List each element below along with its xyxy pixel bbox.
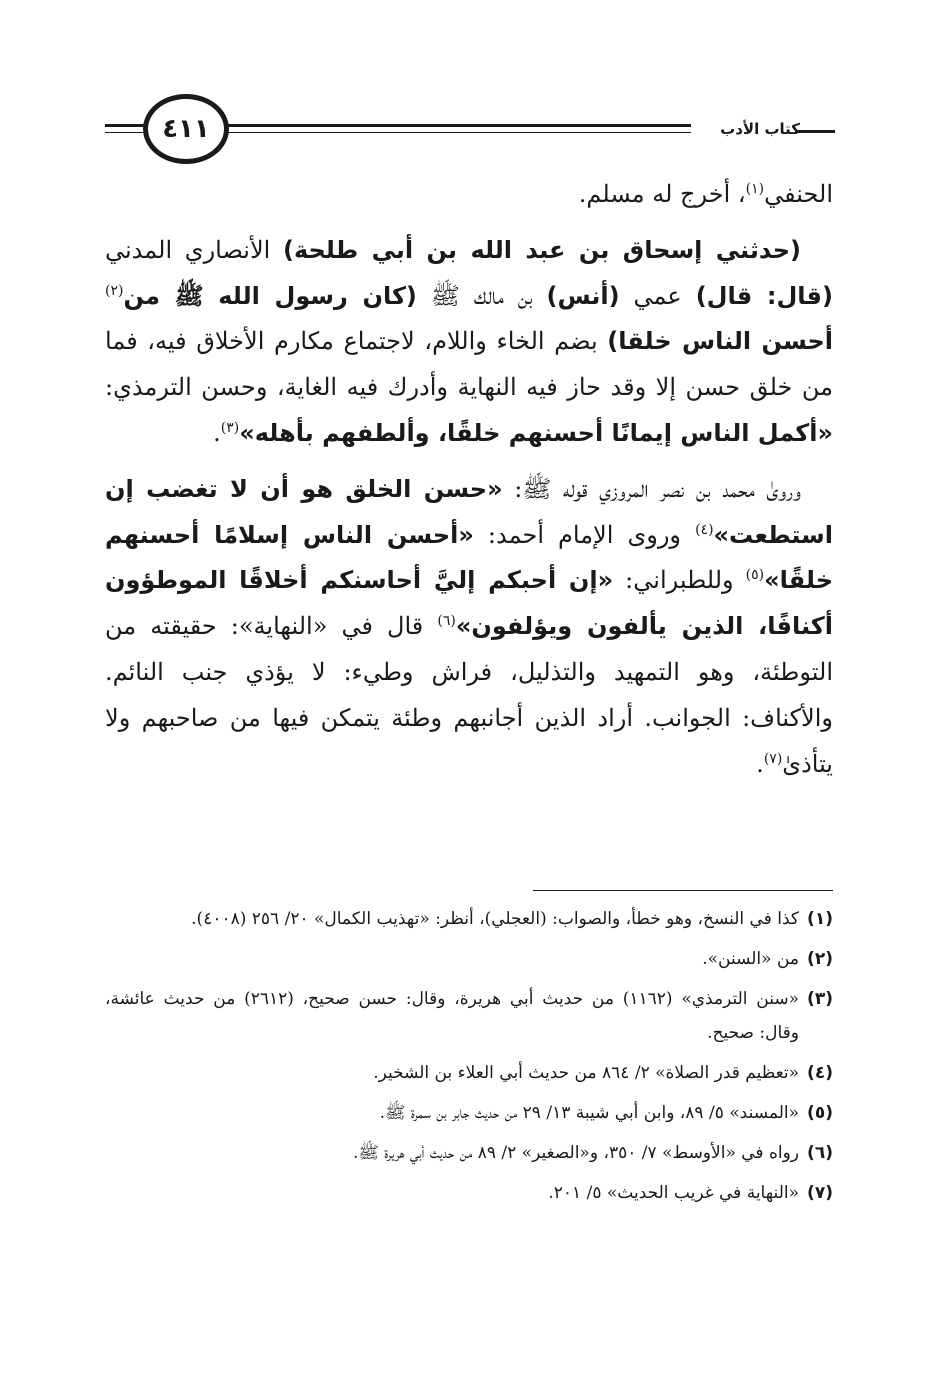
footnote-6: [105, 1136, 833, 1170]
footnote-number: (٧): [807, 1183, 833, 1203]
matn-bold: (كان رسول الله ﷺ من: [123, 281, 417, 310]
footnote-3: [105, 982, 833, 1050]
footnote-number: (٥): [807, 1103, 833, 1123]
matn-bold: أحسن الناس خلقا): [607, 327, 834, 356]
footnote-ref[interactable]: (٣): [220, 419, 240, 436]
footnote-text: «سنن الترمذي» (١١٦٢) من حديث أبي هريرة، وقال: حسن صحيح، (٢٦١٢) من حديث عائشة، وقال: صحيح.: [105, 989, 799, 1043]
hadith-quote: «حسن الخلق هو أن لا تغضب إن استطعت»: [105, 474, 834, 549]
footnotes: [105, 902, 833, 1216]
footnote-text: «المسند» ٥/ ٨٩، وابن أبي شيبة ١٣/ ٢٩ من حديث جابر بن سمرة ﷺ.: [379, 1103, 799, 1123]
paragraph-2: [105, 228, 833, 457]
text-span: ، أخرج له مسلم.: [578, 180, 746, 208]
text-span: الحنفي: [764, 180, 833, 208]
footnote-ref[interactable]: (٥): [745, 567, 765, 584]
footnote-number: (٢): [807, 949, 833, 969]
footnote-1: [105, 902, 833, 936]
book-title: كتاب الأدب: [720, 120, 800, 138]
hadith-quote: «أكمل الناس إيمانًا أحسنهم خلقًا، وألطفهم بأهله»: [239, 418, 833, 447]
text-span: .: [756, 749, 764, 778]
page-number: ٤١١: [143, 94, 229, 164]
footnote-5: [105, 1096, 833, 1130]
matn-bold: (حدثني إسحاق بن عبد الله بن أبي طلحة): [282, 235, 801, 264]
matn-bold: (قال: قال): [695, 281, 833, 310]
footnote-ref[interactable]: (١): [745, 181, 765, 197]
footnote-text: كذا في النسخ، وهو خطأ، والصواب: (العجلي)، أنظر: «تهذيب الكمال» ٢٠/ ٢٥٦ (٤٠٠٨).: [191, 909, 799, 929]
header-rule-right-thin: [217, 132, 691, 133]
footnote-4: [105, 1056, 833, 1090]
hadith-quote: «أحسن الناس إسلامًا أحسنهم خلقًا»: [105, 520, 833, 595]
hadith-quote: «إن أحبكم إليَّ أحاسنكم أخلاقًا الموطؤون أكنافًا، الذين يألفون ويؤلفون»: [105, 566, 833, 641]
text-span: الأنصاري المدني: [105, 235, 283, 264]
paragraph-3: [105, 467, 833, 788]
text-span: وللطبراني:: [613, 566, 746, 595]
footnote-7: [105, 1176, 833, 1210]
footnote-number: (٣): [807, 989, 833, 1009]
footnote-ref[interactable]: (٧): [763, 750, 783, 767]
footnote-text: من «السنن».: [702, 949, 799, 969]
text-span: .: [213, 418, 221, 447]
footnote-ref[interactable]: (٢): [105, 282, 124, 299]
footnote-text: رواه في «الأوسط» ٧/ ٣٥٠، و«الصغير» ٢/ ٨٩ من حديث أبي هريرة ﷺ.: [352, 1143, 799, 1163]
footnote-number: (٤): [807, 1063, 833, 1083]
paragraph-1: [105, 172, 833, 218]
text-span: وروى الإمام أحمد:: [473, 520, 696, 549]
footnote-ref[interactable]: (٤): [695, 521, 714, 538]
footnote-separator: [533, 890, 833, 891]
text-span: وروىٰ محمد بن نصر المروزي قوله ﷺ:: [502, 474, 801, 503]
text-span: قال في «النهاية»: حقيقته من التوطئة، وهو التمهيد والتذليل، فراش وطيء: لا يؤذي جنب النائم. والأكناف: الجوانب. أراد الذين أجانبهم وطئة يتمكن فيها من صاحبهم ولا يتأذىٰ: [105, 612, 833, 778]
text-span: عمي: [619, 281, 696, 310]
footnote-number: (٦): [807, 1143, 833, 1163]
footnote-text: «النهاية في غريب الحديث» ٥/ ٢٠١.: [548, 1183, 799, 1203]
header-rule-left-thin: [105, 132, 145, 133]
footnote-2: [105, 942, 833, 976]
matn-bold: (أنس): [546, 281, 620, 310]
running-header: [105, 86, 835, 176]
text-span: بضم الخاء واللام، لاجتماع مكارم الأخلاق فيه، فما من خلق حسن إلا وقد حاز فيه النهاية وأدرك فيه الغاية، وحسن الترمذي:: [105, 327, 833, 402]
footnote-text: «تعظيم قدر الصلاة» ٢/ ٨٦٤ من حديث أبي العلاء بن الشخير.: [373, 1063, 799, 1083]
footnote-number: (١): [807, 909, 833, 929]
text-span: بن مالك ﷺ: [416, 281, 547, 310]
header-rule-end: [795, 130, 835, 133]
main-text: [105, 172, 833, 787]
header-rule-right: [217, 124, 691, 127]
header-rule-left: [105, 124, 145, 127]
footnote-ref[interactable]: (٦): [437, 613, 456, 630]
